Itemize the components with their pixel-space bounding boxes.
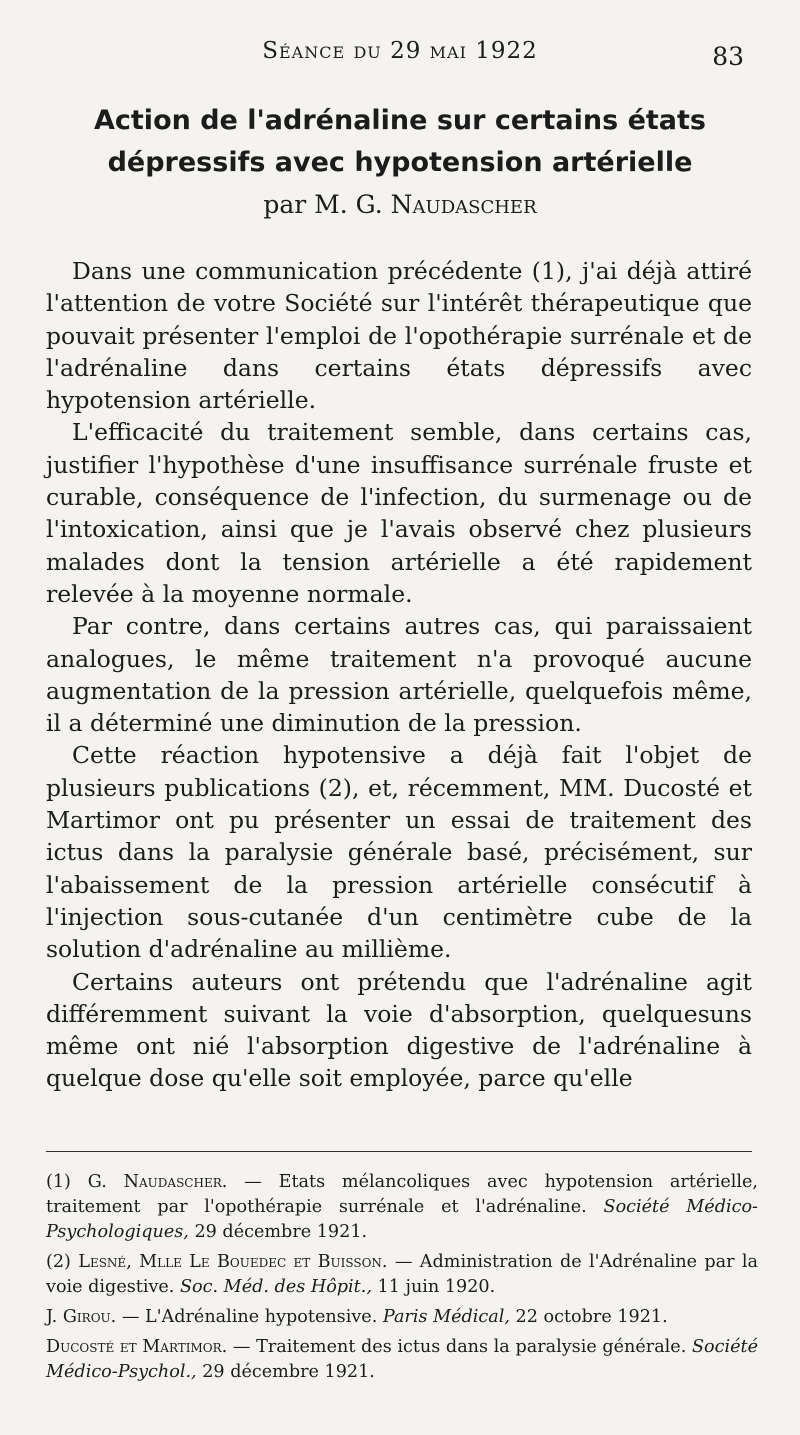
byline-prefix: par M. G. [263,190,383,219]
paragraph: L'efficacité du traitement semble, dans certains cas, justifier l'hypothèse d'une insuffisance surrénale fruste et curable, conséquence de l'infection, du surmenage ou de l'intoxication, ainsi que je l'avais observé chez plusieurs malades dont la tension artérielle a été rapidement relevée à la moyenne normale. [46,418,752,608]
footnote-4 [46,1335,758,1385]
footnote-author: Ducosté et Martimor. [46,1337,228,1357]
footnote-date: 22 octobre 1921. [509,1307,668,1327]
footnote-author: Lesné, Mlle Le Bouedec et Buisson. [78,1252,388,1272]
article-title [70,100,730,184]
footnote-source: Soc. Méd. des Hôpit., [180,1277,372,1297]
footnote-source: Société Médico-Psychol., [46,1337,758,1382]
footnote-number: (1) [46,1172,71,1192]
page-number: 83 [712,42,744,71]
footnote-text: — Etats mélancoliques avec hypotension artérielle, traitement par l'opothérapie surrénale et l'adrénaline. [46,1172,759,1217]
byline-author: Naudascher [390,190,537,219]
article-body [46,255,752,1095]
footnote-date: 11 juin 1920. [371,1277,496,1297]
footnote-date: 29 décembre 1921. [196,1362,375,1382]
running-title: Séance du 29 mai 1922 [262,38,538,64]
byline [0,190,800,219]
footnote-text: — L'Adrénaline hypotensive. [116,1307,383,1327]
paragraph: Cette réaction hypotensive a déjà fait l'objet de plusieurs publications (2), et, récemment, MM. Ducosté et Martimor ont pu présenter un essai de traitement des ictus dans la paralysie générale basé, précisément, sur l'abaissement de la pression artérielle consécutif à l'injection sous-cutanée d'un centimètre cube de la solution d'adrénaline au millième. [46,741,752,964]
paragraph: Certains auteurs ont prétendu que l'adrénaline agit différemment suivant la voie d'absorption, quelquesuns même ont nié l'absorption digestive de l'adrénaline à quelque dose qu'elle soit employée, parce qu'elle [46,967,752,1093]
title-line-1: Action de l'adrénaline sur certains états [94,105,706,136]
footnote-divider [46,1151,752,1152]
title-line-2: dépressifs avec hypotension artérielle [107,147,693,178]
footnote-text: — Traitement des ictus dans la paralysie générale. [227,1337,692,1357]
footnotes [46,1170,758,1390]
footnote-1 [46,1170,758,1245]
running-head [0,36,800,72]
footnote-3 [46,1305,758,1330]
footnote-text: — Administration de l'Adrénaline par la voie digestive. [46,1252,759,1297]
footnote-source: Société Médico-Psychologiques, [46,1197,758,1242]
footnote-author: J. Girou. [46,1307,117,1327]
footnote-number: (2) [46,1252,71,1272]
footnote-date: 29 décembre 1921. [188,1222,368,1242]
footnote-author: G. Naudascher. [87,1172,228,1192]
footnote-2 [46,1250,758,1300]
footnote-source: Paris Médical, [382,1307,510,1327]
paragraph: Par contre, dans certains autres cas, qui paraissaient analogues, le même traitement n'a provoqué aucune augmentation de la pression artérielle, quelquefois même, il a déterminé une diminution de la pression. [46,612,752,738]
paragraph: Dans une communication précédente (1), j'ai déjà attiré l'attention de votre Société sur l'intérêt thérapeutique que pouvait présenter l'emploi de l'opothérapie surrénale et de l'adrénaline dans certains états dépressifs avec hypotension artérielle. [46,257,752,415]
